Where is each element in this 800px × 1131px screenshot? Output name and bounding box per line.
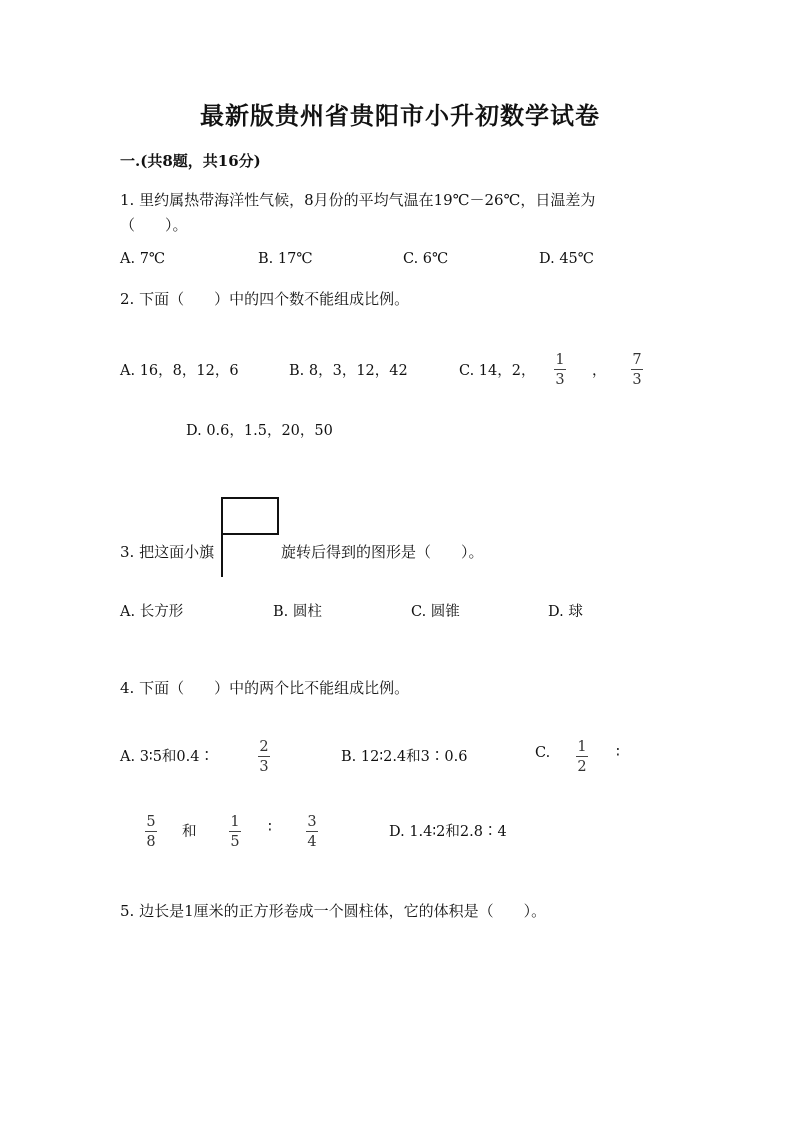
question-3-option-b[interactable]: B. 圆柱 [273, 604, 322, 620]
question-4-option-c-fraction-4 [306, 814, 318, 850]
question-2-option-a[interactable]: A. 16，8，12，6 [120, 363, 239, 379]
question-4-option-c-fraction-1 [576, 739, 588, 775]
question-4-option-c-colon-2: ∶ [268, 820, 272, 836]
fraction-bar [306, 831, 318, 832]
fraction-bar [554, 369, 566, 370]
fraction-denominator: 8 [146, 834, 156, 850]
question-1-option-d[interactable]: D. 45℃ [539, 251, 594, 267]
fraction-bar [576, 756, 588, 757]
question-4-option-b[interactable]: B. 12∶2.4和3∶0.6 [341, 749, 468, 765]
fraction-bar [631, 369, 643, 370]
fraction-numerator: 2 [259, 739, 269, 755]
question-2-option-c[interactable]: C. 14，2， [459, 363, 536, 379]
fraction-denominator: 3 [632, 372, 642, 388]
section-header: 一.(共8题，共16分) [120, 152, 261, 170]
question-1-line-1: 1. 里约属热带海洋性气候，8月份的平均气温在19℃－26℃，日温差为 [120, 191, 596, 209]
fraction-numerator: 1 [555, 352, 565, 368]
fraction-bar [229, 831, 241, 832]
fraction-bar [145, 831, 157, 832]
question-2-fraction-2 [631, 352, 643, 388]
question-3-option-d[interactable]: D. 球 [548, 604, 583, 620]
question-2-text: 2. 下面（ ）中的四个数不能组成比例。 [120, 290, 410, 308]
fraction-bar [258, 756, 270, 757]
question-2-option-d[interactable]: D. 0.6，1.5，20，50 [186, 423, 333, 439]
question-4-option-c-fraction-3 [229, 814, 241, 850]
question-4-option-c-and: 和 [182, 824, 197, 840]
question-3-text-before: 3. 把这面小旗 [120, 543, 215, 561]
question-5-text: 5. 边长是1厘米的正方形卷成一个圆柱体，它的体积是（ ）。 [120, 902, 547, 920]
question-4-option-c[interactable]: C. [535, 745, 551, 761]
fraction-denominator: 4 [307, 834, 317, 850]
fraction-denominator: 3 [555, 372, 565, 388]
fraction-denominator: 5 [230, 834, 240, 850]
question-2-fraction-1 [554, 352, 566, 388]
question-1-line-2: （ ）。 [120, 216, 188, 234]
fraction-denominator: 3 [259, 759, 269, 775]
fraction-denominator: 2 [577, 759, 587, 775]
page-title: 最新版贵州省贵阳市小升初数学试卷 [200, 101, 600, 130]
fraction-numerator: 5 [146, 814, 156, 830]
question-4-option-c-colon: ∶ [616, 745, 620, 761]
question-4-option-c-fraction-2 [145, 814, 157, 850]
flag-rectangle [221, 497, 279, 535]
question-4-option-a[interactable]: A. 3∶5和0.4∶ [120, 749, 214, 765]
question-1-option-a[interactable]: A. 7℃ [120, 251, 166, 267]
question-4-text: 4. 下面（ ）中的两个比不能组成比例。 [120, 679, 410, 697]
question-4-option-a-fraction [258, 739, 270, 775]
question-2-separator: ， [592, 363, 607, 379]
fraction-numerator: 1 [577, 739, 587, 755]
question-1-option-c[interactable]: C. 6℃ [403, 251, 449, 267]
question-2-option-b[interactable]: B. 8，3，12，42 [289, 363, 408, 379]
question-3-option-c[interactable]: C. 圆锥 [411, 604, 460, 620]
question-1-option-b[interactable]: B. 17℃ [258, 251, 313, 267]
fraction-numerator: 1 [230, 814, 240, 830]
question-4-option-d[interactable]: D. 1.4∶2和2.8∶4 [389, 824, 507, 840]
question-3-option-a[interactable]: A. 长方形 [120, 604, 184, 620]
question-3-text-after: 旋转后得到的图形是（ ）。 [281, 543, 484, 561]
fraction-numerator: 7 [632, 352, 642, 368]
fraction-numerator: 3 [307, 814, 317, 830]
